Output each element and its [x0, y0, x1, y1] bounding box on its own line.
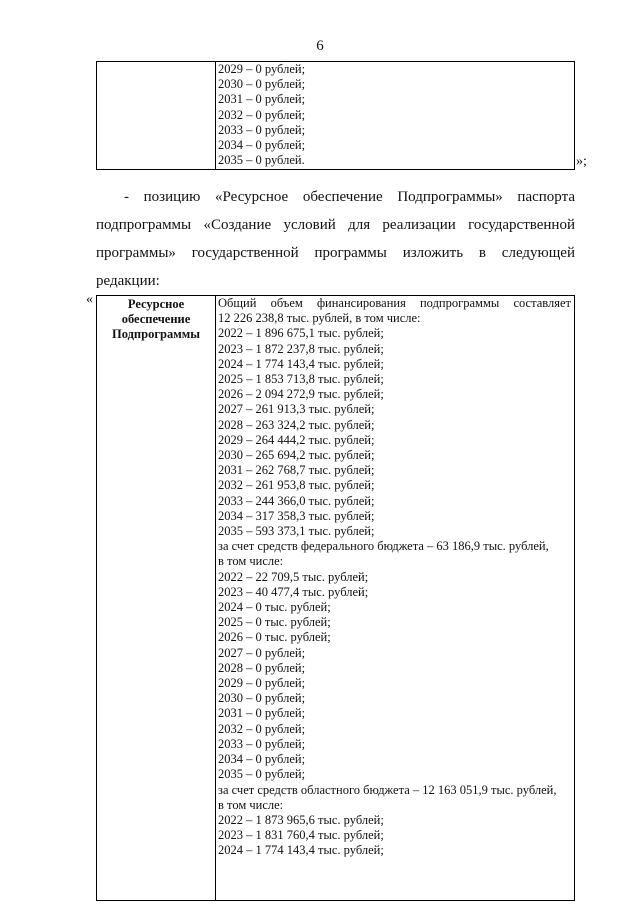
total-year-line: 2022 – 1 896 675,1 тыс. рублей; [218, 326, 384, 341]
federal-year-line: 2035 – 0 рублей; [218, 767, 306, 782]
total-financing-line: 12 226 238,8 тыс. рублей, в том числе: [218, 311, 421, 326]
total-year-line: 2030 – 265 694,2 тыс. рублей; [218, 448, 375, 463]
total-year-line: 2035 – 593 373,1 тыс. рублей; [218, 524, 375, 539]
federal-budget-line: за счет средств федерального бюджета – 63 186,9 тыс. рублей, [218, 539, 549, 554]
total-year-line: 2029 – 264 444,2 тыс. рублей; [218, 432, 375, 447]
total-year-line: 2031 – 262 768,7 тыс. рублей; [218, 463, 375, 478]
label-line: Ресурсное [127, 297, 185, 311]
year-line: 2035 – 0 рублей. [218, 153, 305, 168]
year-line: 2030 – 0 рублей; [218, 77, 306, 92]
year-line: 2033 – 0 рублей; [218, 122, 306, 137]
federal-year-line: 2030 – 0 рублей; [218, 691, 306, 706]
regional-year-line: 2022 – 1 873 965,6 тыс. рублей; [218, 812, 384, 827]
empty-label-cell [97, 62, 216, 170]
total-year-line: 2033 – 244 366,0 тыс. рублей; [218, 493, 375, 508]
federal-year-list-tail [216, 62, 575, 170]
total-year-line: 2023 – 1 872 237,8 тыс. рублей; [218, 341, 384, 356]
regional-budget-line: за счет средств областного бюджета – 12 163 051,9 тыс. рублей, [218, 782, 557, 797]
instruction-line-3: программы» государственной программы изложить в следующей [96, 245, 575, 261]
label-cell [97, 296, 216, 901]
year-line: 2031 – 0 рублей; [218, 92, 306, 107]
instruction-line-2: подпрограммы «Создание условий для реализации государственной [96, 217, 575, 233]
label-line: Подпрограммы [111, 327, 200, 341]
total-year-line: 2025 – 1 853 713,8 тыс. рублей; [218, 372, 384, 387]
resource-provision-table [96, 295, 575, 901]
federal-year-line: 2031 – 0 рублей; [218, 706, 306, 721]
federal-year-line: 2026 – 0 тыс. рублей; [218, 630, 331, 645]
financing-details-cell [216, 296, 575, 901]
page-number: 6 [316, 38, 324, 54]
year-line: 2029 – 0 рублей; [218, 62, 306, 76]
continued-table [96, 61, 575, 170]
total-year-line: 2024 – 1 774 143,4 тыс. рублей; [218, 356, 384, 371]
total-year-line: 2026 – 2 094 272,9 тыс. рублей; [218, 387, 384, 402]
label-line: обеспечение [121, 312, 191, 326]
year-line: 2032 – 0 рублей; [218, 107, 306, 122]
total-year-line: 2034 – 317 358,3 тыс. рублей; [218, 508, 375, 523]
regional-year-line: 2024 – 1 774 143,4 тыс. рублей; [218, 843, 384, 858]
regional-budget-line: в том числе: [218, 797, 284, 812]
federal-year-line: 2025 – 0 тыс. рублей; [218, 615, 331, 630]
total-financing-line: Общий объем финансирования подпрограммы составляет [218, 296, 571, 310]
instruction-line-4: редакции: [96, 273, 160, 289]
federal-year-line: 2028 – 0 рублей; [218, 660, 306, 675]
federal-year-line: 2029 – 0 рублей; [218, 676, 306, 691]
federal-year-line: 2027 – 0 рублей; [218, 645, 306, 660]
total-year-line: 2027 – 261 913,3 тыс. рублей; [218, 402, 375, 417]
regional-year-line: 2023 – 1 831 760,4 тыс. рублей; [218, 828, 384, 843]
federal-year-line: 2023 – 40 477,4 тыс. рублей; [218, 584, 369, 599]
federal-year-line: 2033 – 0 рублей; [218, 736, 306, 751]
total-year-line: 2028 – 263 324,2 тыс. рублей; [218, 417, 375, 432]
federal-year-line: 2032 – 0 рублей; [218, 721, 306, 736]
federal-year-line: 2024 – 0 тыс. рублей; [218, 600, 331, 615]
closing-quote: »; [576, 154, 587, 169]
instruction-line-1: - позицию «Ресурсное обеспечение Подпрограммы» паспорта [124, 189, 575, 205]
federal-year-line: 2022 – 22 709,5 тыс. рублей; [218, 569, 369, 584]
year-line: 2034 – 0 рублей; [218, 138, 306, 153]
opening-quote: « [86, 292, 93, 307]
federal-budget-line: в том числе: [218, 554, 284, 569]
federal-year-line: 2034 – 0 рублей; [218, 752, 306, 767]
total-year-line: 2032 – 261 953,8 тыс. рублей; [218, 478, 375, 493]
